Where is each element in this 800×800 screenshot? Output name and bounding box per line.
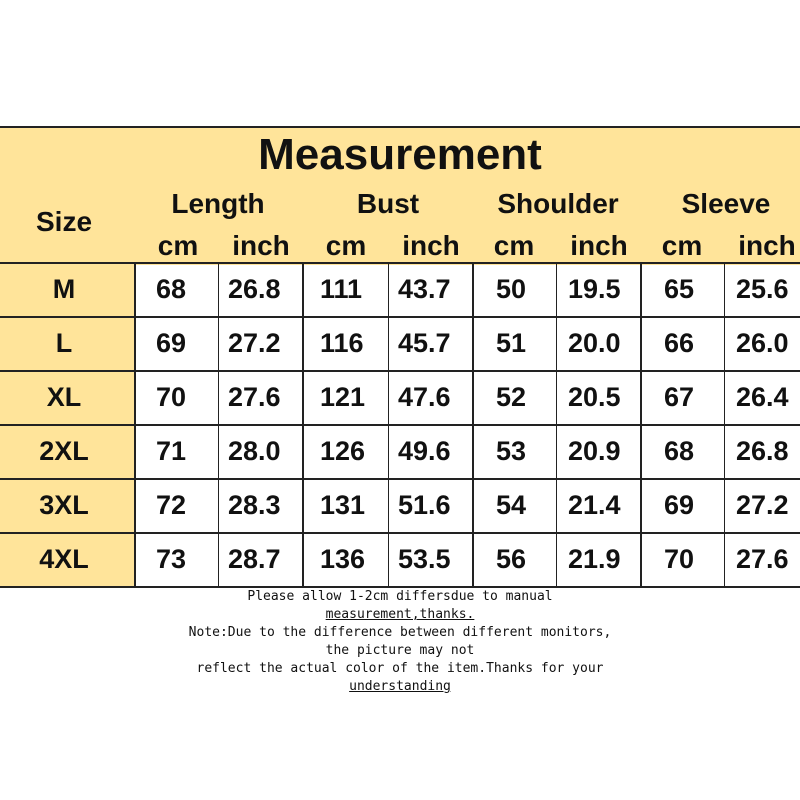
disclaimer-note — [130, 588, 670, 696]
row-divider — [0, 424, 800, 426]
value-cell: 27.6 — [736, 544, 789, 574]
unit-length-cm: cm — [157, 230, 199, 261]
unit-bust-inch: inch — [402, 230, 460, 261]
value-cell: 131 — [320, 490, 366, 520]
row-divider — [0, 532, 800, 534]
value-cell: 121 — [320, 382, 366, 412]
value-cell: 27.6 — [228, 382, 281, 412]
value-cell: 72 — [156, 490, 187, 520]
value-cell: 20.9 — [568, 436, 621, 466]
value-cell: 25.6 — [736, 274, 789, 304]
value-cell: 51.6 — [398, 490, 451, 520]
note-line: measurement,thanks. — [325, 607, 475, 622]
value-cell: 111 — [320, 274, 363, 304]
note-line: the picture may not — [325, 643, 475, 658]
value-cell: 20.5 — [568, 382, 621, 412]
note-line: Note:Due to the difference between different monitors, — [188, 625, 612, 640]
value-cell: 26.4 — [736, 382, 789, 412]
value-cell: 27.2 — [228, 328, 281, 358]
row-divider — [0, 370, 800, 372]
unit-divider — [556, 263, 557, 587]
value-cell: 73 — [156, 544, 187, 574]
unit-shoulder-cm: cm — [493, 230, 535, 261]
note-line: understanding — [349, 679, 451, 694]
unit-sleeve-cm: cm — [661, 230, 703, 261]
value-cell: 71 — [156, 436, 187, 466]
size-chart — [0, 126, 800, 588]
unit-shoulder-inch: inch — [570, 230, 628, 261]
value-cell: 26.8 — [228, 274, 281, 304]
value-cell: 54 — [496, 490, 527, 520]
row-divider — [0, 316, 800, 318]
value-cell: 21.4 — [568, 490, 621, 520]
note-line: Please allow 1-2cm differsdue to manual — [247, 589, 553, 604]
unit-divider — [724, 263, 725, 587]
row-divider — [0, 262, 800, 264]
value-cell: 49.6 — [398, 436, 451, 466]
value-cell: 45.7 — [398, 328, 451, 358]
group-length: Length — [171, 188, 265, 219]
group-shoulder: Shoulder — [497, 188, 619, 219]
value-cell: 26.0 — [736, 328, 789, 358]
column-divider — [134, 263, 136, 587]
unit-bust-cm: cm — [325, 230, 367, 261]
size-cell: XL — [46, 382, 82, 412]
value-cell: 26.8 — [736, 436, 789, 466]
size-cell: M — [52, 274, 76, 304]
value-cell: 28.0 — [228, 436, 281, 466]
group-bust: Bust — [356, 188, 420, 219]
value-cell: 50 — [496, 274, 527, 304]
value-cell: 28.7 — [228, 544, 281, 574]
note-line: reflect the actual color of the item.Thanks for your — [196, 661, 604, 676]
row-divider — [0, 478, 800, 480]
unit-sleeve-inch: inch — [738, 230, 796, 261]
column-divider — [302, 263, 304, 587]
chart-title: Measurement — [258, 130, 542, 179]
column-divider — [472, 263, 474, 587]
unit-divider — [388, 263, 389, 587]
size-cell: 2XL — [39, 436, 89, 466]
size-cell: L — [55, 328, 73, 358]
value-cell: 69 — [664, 490, 695, 520]
unit-divider — [218, 263, 219, 587]
group-sleeve: Sleeve — [681, 188, 771, 219]
value-cell: 69 — [156, 328, 187, 358]
value-cell: 70 — [664, 544, 695, 574]
value-cell: 56 — [496, 544, 527, 574]
value-cell: 52 — [496, 382, 527, 412]
value-cell: 28.3 — [228, 490, 281, 520]
value-cell: 116 — [320, 328, 364, 358]
value-cell: 53.5 — [398, 544, 451, 574]
value-cell: 53 — [496, 436, 527, 466]
size-header: Size — [35, 206, 93, 237]
value-cell: 68 — [664, 436, 695, 466]
value-cell: 27.2 — [736, 490, 789, 520]
unit-length-inch: inch — [232, 230, 290, 261]
value-cell: 20.0 — [568, 328, 621, 358]
size-cell: 4XL — [39, 544, 89, 574]
value-cell: 67 — [664, 382, 695, 412]
column-divider — [640, 263, 642, 587]
value-cell: 19.5 — [568, 274, 621, 304]
value-cell: 126 — [320, 436, 366, 466]
value-cell: 65 — [664, 274, 695, 304]
value-cell: 136 — [320, 544, 366, 574]
value-cell: 47.6 — [398, 382, 451, 412]
value-cell: 68 — [156, 274, 187, 304]
value-cell: 21.9 — [568, 544, 621, 574]
value-cell: 51 — [496, 328, 527, 358]
size-cell: 3XL — [39, 490, 89, 520]
value-cell: 70 — [156, 382, 187, 412]
value-cell: 66 — [664, 328, 695, 358]
value-cell: 43.7 — [398, 274, 451, 304]
